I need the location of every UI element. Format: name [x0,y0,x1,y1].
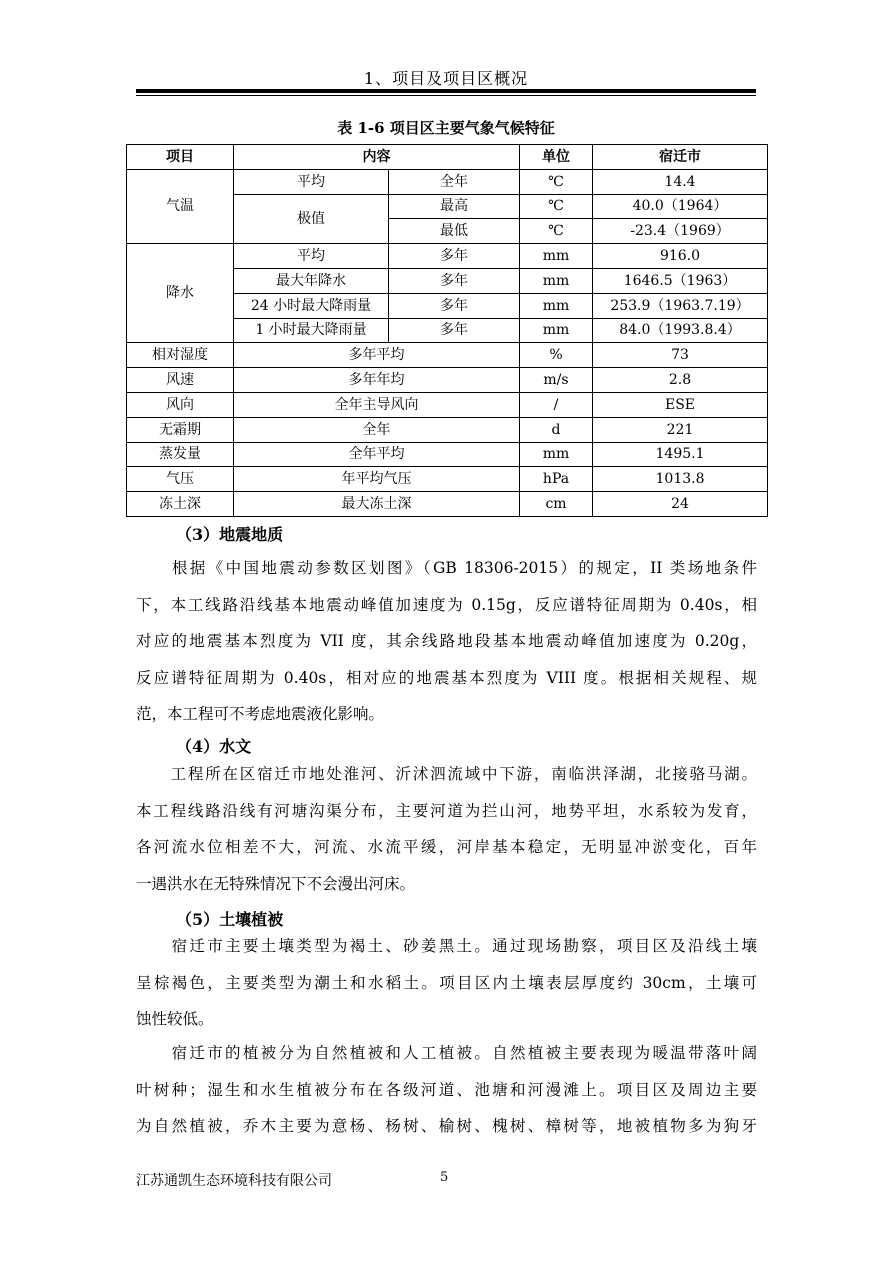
header-item: 项目 [127,145,234,170]
table-caption: 表 1-6 项目区主要气象气候特征 [337,119,555,137]
cell: 73 [593,343,768,368]
table-row [127,392,768,417]
cell: 蒸发量 [127,442,234,467]
cell: 风向 [127,392,234,417]
text-line: 宿迁市主要土壤类型为褐土、砂姜黑土。通过现场勘察，项目区及沿线土壤 [136,937,757,955]
cell: 1 小时最大降雨量 [234,318,389,343]
section-heading-soil-vegetation: （5）土壤植被 [176,910,284,929]
text-line: 叶树种；湿生和水生植被分布在各级河道、池塘和河漫滩上。项目区及周边主要 [136,1080,757,1099]
cell: 全年 [389,169,520,194]
header-content: 内容 [234,145,520,170]
table-row [127,492,768,517]
climate-table [126,144,768,517]
cell: 全年主导风向 [234,392,520,417]
cell: 极值 [234,194,389,244]
cell: 无霜期 [127,417,234,442]
table-row [127,467,768,492]
cell: 多年 [389,268,520,293]
cell: 全年 [234,417,520,442]
cell: 年平均气压 [234,467,520,492]
text-line: 呈棕褐色，主要类型为潮土和水稻土。项目区内土壤表层厚度约 30cm，土壤可 [136,973,757,992]
cell: 全年平均 [234,442,520,467]
temperature-label: 气温 [127,169,234,243]
cell: mm [520,244,593,269]
cell: mm [520,442,593,467]
text-line: 本工程线路沿线有河塘沟渠分布，主要河道为拦山河，地势平坦，水系较为发育， [136,801,757,820]
text-line: 一遇洪水在无特殊情况下不会漫出河床。 [136,874,416,893]
footer-page-number: 5 [440,1170,449,1185]
cell: hPa [520,467,593,492]
table-row [127,442,768,467]
cell: 相对湿度 [127,343,234,368]
section-heading-hydrology: （4）水文 [176,737,252,756]
cell: 1495.1 [593,442,768,467]
paragraph-hydrology [136,756,757,902]
cell: 平均 [234,244,389,269]
cell: 最大冻土深 [234,492,520,517]
cell: 2.8 [593,368,768,393]
cell: 40.0（1964） [593,194,768,219]
cell: 14.4 [593,169,768,194]
cell: 24 [593,492,768,517]
precipitation-label: 降水 [127,244,234,343]
cell: 多年年均 [234,368,520,393]
cell: 多年平均 [234,343,520,368]
text-line: 工程所在区宿迁市地处淮河、沂沭泗流域中下游，南临洪泽湖，北接骆马湖。 [136,765,757,783]
table-row [127,368,768,393]
cell: 1646.5（1963） [593,268,768,293]
cell: 多年 [389,318,520,343]
cell: ESE [593,392,768,417]
cell: 最低 [389,219,520,244]
cell: 最大年降水 [234,268,389,293]
text-line: 蚀性较低。 [136,1010,214,1028]
cell: 1013.8 [593,467,768,492]
header-rule-thick [136,89,756,93]
cell: ℃ [520,194,593,219]
cell: 最高 [389,194,520,219]
text-line: 根据《中国地震动参数区划图》（GB 18306-2015）的规定，II 类场地条件 [136,559,757,577]
header-unit: 单位 [520,145,593,170]
cell: 多年 [389,293,520,318]
table-row [127,343,768,368]
text-line: 范，本工程可不考虑地震液化影响。 [136,705,385,723]
table-row [127,244,768,269]
header-rule-thin [136,95,756,96]
cell: mm [520,268,593,293]
text-line: 对应的地震基本烈度为 VII 度，其余线路地段基本地震动峰值加速度为 0.20g， [136,632,757,650]
cell: 24 小时最大降雨量 [234,293,389,318]
text-line: 宿迁市的植被分为自然植被和人工植被。自然植被主要表现为暖温带落叶阔 [136,1044,757,1062]
cell: 冻土深 [127,492,234,517]
cell: mm [520,318,593,343]
table-row [127,169,768,194]
cell: -23.4（1969） [593,219,768,244]
cell: / [520,392,593,417]
page-header-title: 1、项目及项目区概况 [363,69,529,88]
cell: ℃ [520,219,593,244]
text-line: 反应谱特征周期为 0.40s，相对应的地震基本烈度为 VIII 度。根据相关规程、规 [136,668,757,687]
cell: 84.0（1993.8.4） [593,318,768,343]
table-header-row [127,145,768,170]
cell: 多年 [389,244,520,269]
text-line: 为自然植被，乔木主要为意杨、杨树、榆树、槐树、樟树等，地被植物多为狗牙 [136,1117,757,1135]
cell: d [520,417,593,442]
header-city: 宿迁市 [593,145,768,170]
cell: 221 [593,417,768,442]
section-heading-seismic: （3）地震地质 [176,525,284,544]
paragraph-soil [136,928,757,1038]
cell: 916.0 [593,244,768,269]
cell: 气压 [127,467,234,492]
cell: % [520,343,593,368]
paragraph-seismic [136,550,757,733]
cell: mm [520,293,593,318]
cell: cm [520,492,593,517]
cell: 风速 [127,368,234,393]
table-row [127,417,768,442]
paragraph-vegetation [136,1035,757,1145]
text-line: 各河流水位相差不大，河流、水流平缓，河岸基本稳定，无明显冲淤变化，百年 [136,838,757,856]
cell: m/s [520,368,593,393]
cell: 253.9（1963.7.19） [593,293,768,318]
footer-company: 江苏通凯生态环境科技有限公司 [136,1173,332,1189]
cell: 平均 [234,169,389,194]
cell: ℃ [520,169,593,194]
text-line: 下，本工线路沿线基本地震动峰值加速度为 0.15g，反应谱特征周期为 0.40s，相 [136,595,757,614]
